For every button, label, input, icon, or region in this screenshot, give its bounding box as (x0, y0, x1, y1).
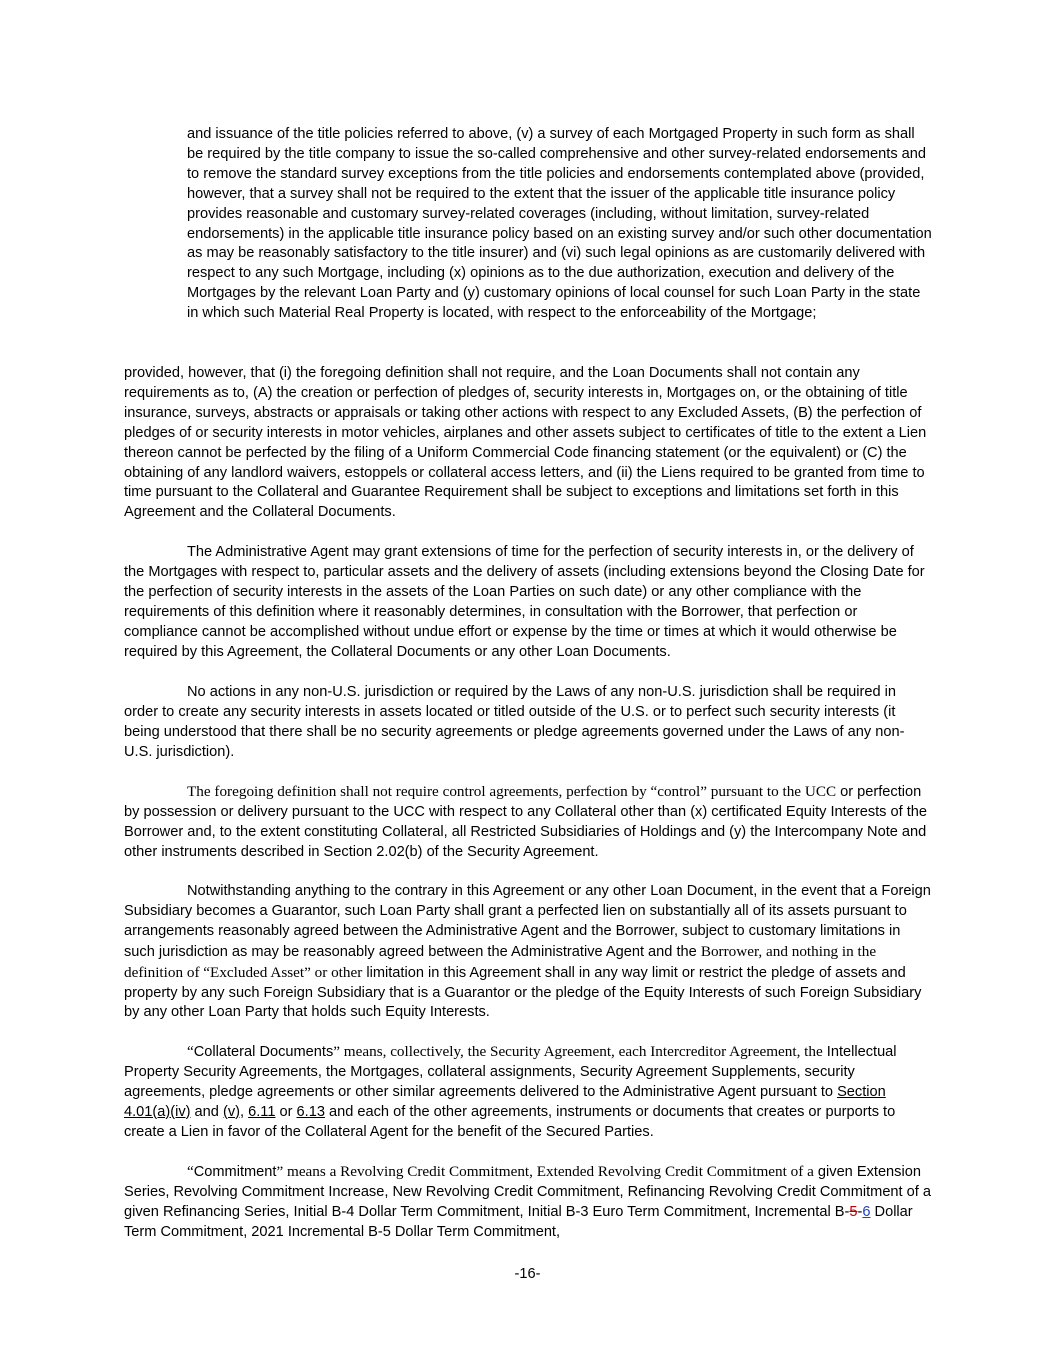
section-ref-4-01[interactable]: Section 4.01(a)(iv) (124, 1083, 886, 1120)
text-hyphen: - (857, 1203, 863, 1220)
collateral-documents-end: and each of the other agreements, instruments or documents that creates or purports to create a Lien in favor of the Collateral Agent for the benefit of the Secured Parties. (124, 1103, 896, 1140)
foreign-subsidiary-part-b: limitation in this Agreement shall in any way limit or restrict the pledge of assets and property by any such Foreign Subsidiary that is a Guarantor or the pledge of the Equity Interests of such Foreign Subsidiary by any other Loan Party that holds such Equity Interests. (124, 964, 922, 1021)
page-number: -16- (514, 1266, 541, 1282)
paragraph-proviso: provided, however, that (i) the foregoing definition shall not require, and the Loan Documents shall not contain any requirements as to, (A) the creation or perfection of pledges of, security interests in, Mortgages on, or the obtaining of title insurance, surveys, abstracts or appraisals or taking other actions with respect to any Excluded Assets, (B) the perfection of pledges of or security interests in motor vehicles, airplanes and other assets subject to certificates of title to the extent a Lien thereon cannot be perfected by the filing of a Uniform Commercial Code financing statement (or the equivalent) or (C) the obtaining of any landlord waivers, estoppels or collateral access letters, and (ii) the Liens required to be granted from time to time pursuant to the Collateral and Guarantee Requirement shall be subject to exceptions and limitations set forth in this Agreement and the Collateral Documents. (124, 365, 927, 521)
paragraph-mortgage-survey: and issuance of the title policies referred to above, (v) a survey of each Mortgaged Property in such form as shall be required by the title company to issue the so-called comprehensive and other survey-related endorsements and to remove the standard survey exceptions from the title policies and endorsements contemplated above (provided, however, that a survey shall not be required to the extent that the issuer of the applicable title insurance policy provides reasonable and customary survey-related coverages (including, without limitation, survey-related endorsements) in the applicable title insurance policy based on an existing survey and/or such other documentation as may be reasonably satisfactory to the title insurer) and (vi) such legal opinions as are customarily delivered with respect to any such Mortgage, including (x) opinions as to the due authorization, execution and delivery of the Mortgages by the relevant Loan Party and (y) customary opinions of local counsel for such Loan Party in the state in which such Material Real Property is located, with respect to the enforceability of the Mortgage; (187, 126, 932, 322)
paragraph-extensions: The Administrative Agent may grant extensions of time for the perfection of security interests in, or the delivery of the Mortgages with respect to, particular assets and the delivery of assets (including extensions beyond the Closing Date for the perfection of security interests in the assets of the Loan Parties on such date) or any other compliance with the requirements of this definition where it reasonably determines, in consultation with the Borrower, that perfection or compliance cannot be accomplished without undue effort or expense by the time or times at which it would otherwise be required by this Agreement, the Collateral Documents or any other Loan Documents. (124, 544, 925, 660)
inserted-text: 6 (862, 1203, 871, 1220)
paragraph-foreign-subsidiary (124, 882, 932, 1023)
text-and: and (190, 1103, 223, 1120)
control-agreements-lead: The foregoing definition shall not require control agreements, perfection by “control” pursuant to the UCC (187, 783, 837, 800)
text-or: or (275, 1103, 297, 1120)
foreign-subsidiary-part-a: Notwithstanding anything to the contrary in this Agreement or any other Loan Document, in the event that a Foreign Subsidiary becomes a Guarantor, such Loan Party shall grant a perfected lien on substantially all of its assets pursuant to arrangements reasonably agreed between the Administrative Agent and the Borrower, subject to customary limitations in such jurisdiction as may be reasonably agreed between the Administrative Agent and the (124, 883, 931, 960)
definition-commitment (124, 1162, 932, 1243)
section-ref-6-11[interactable]: 6.11 (248, 1103, 276, 1120)
defined-term-collateral-documents: Collateral Documents (193, 1044, 334, 1060)
deleted-text: 5 (849, 1203, 858, 1220)
foreign-subsidiary-serif: Borrower, and nothing in the definition of “Excluded Asset” or other (124, 942, 877, 981)
collateral-documents-lead: ” means, collectively, the Security Agreement, each Intercreditor Agreement, the (333, 1043, 823, 1060)
control-agreements-rest: or perfection by possession or delivery pursuant to the UCC with respect to any Collateral other than (x) certificated Equity Interests of the Borrower and, to the extent constituting Collateral, all Restricted Subsidiaries of Holdings and (y) the Intercompany Note and other instruments described in Section 2.02(b) of the Security Agreement. (124, 784, 928, 860)
section-ref-v[interactable]: (v) (222, 1103, 240, 1120)
defined-term-commitment: Commitment (193, 1164, 277, 1180)
commitment-lead: ” means a Revolving Credit Commitment, Extended Revolving Credit Commitment of a (276, 1163, 814, 1180)
collateral-documents-body: Intellectual Property Security Agreements, the Mortgages, collateral assignments, Security Agreement Supplements, security agreements, pledge agreements or other similar agreements delivered to the Administrative Agent pursuant to (124, 1044, 897, 1100)
open-quote: “ (187, 1043, 194, 1060)
text-comma: , (240, 1103, 249, 1120)
paragraph-non-us-actions: No actions in any non-U.S. jurisdiction or required by the Laws of any non-U.S. jurisdiction shall be required in order to create any security interests in assets located or titled outside of the U.S. or to perfect such security interests (it being understood that there shall be no security agreements or pledge agreements governed under the Laws of any non-U.S. jurisdiction). (124, 684, 905, 760)
definition-collateral-documents (124, 1042, 932, 1143)
commitment-end: Dollar Term Commitment, 2021 Incremental B-5 Dollar Term Commitment, (124, 1203, 913, 1240)
paragraph-control-agreements (124, 782, 932, 863)
open-quote: “ (187, 1163, 194, 1180)
section-ref-6-13[interactable]: 6.13 (296, 1103, 325, 1120)
commitment-body: given Extension Series, Revolving Commitment Increase, New Revolving Credit Commitment, Refinancing Revolving Credit Commitment of a given Refinancing Series, Initial B-4 Dollar Term Commitment, Initial B-3 Euro Term Commitment, Incremental B- (124, 1164, 932, 1220)
